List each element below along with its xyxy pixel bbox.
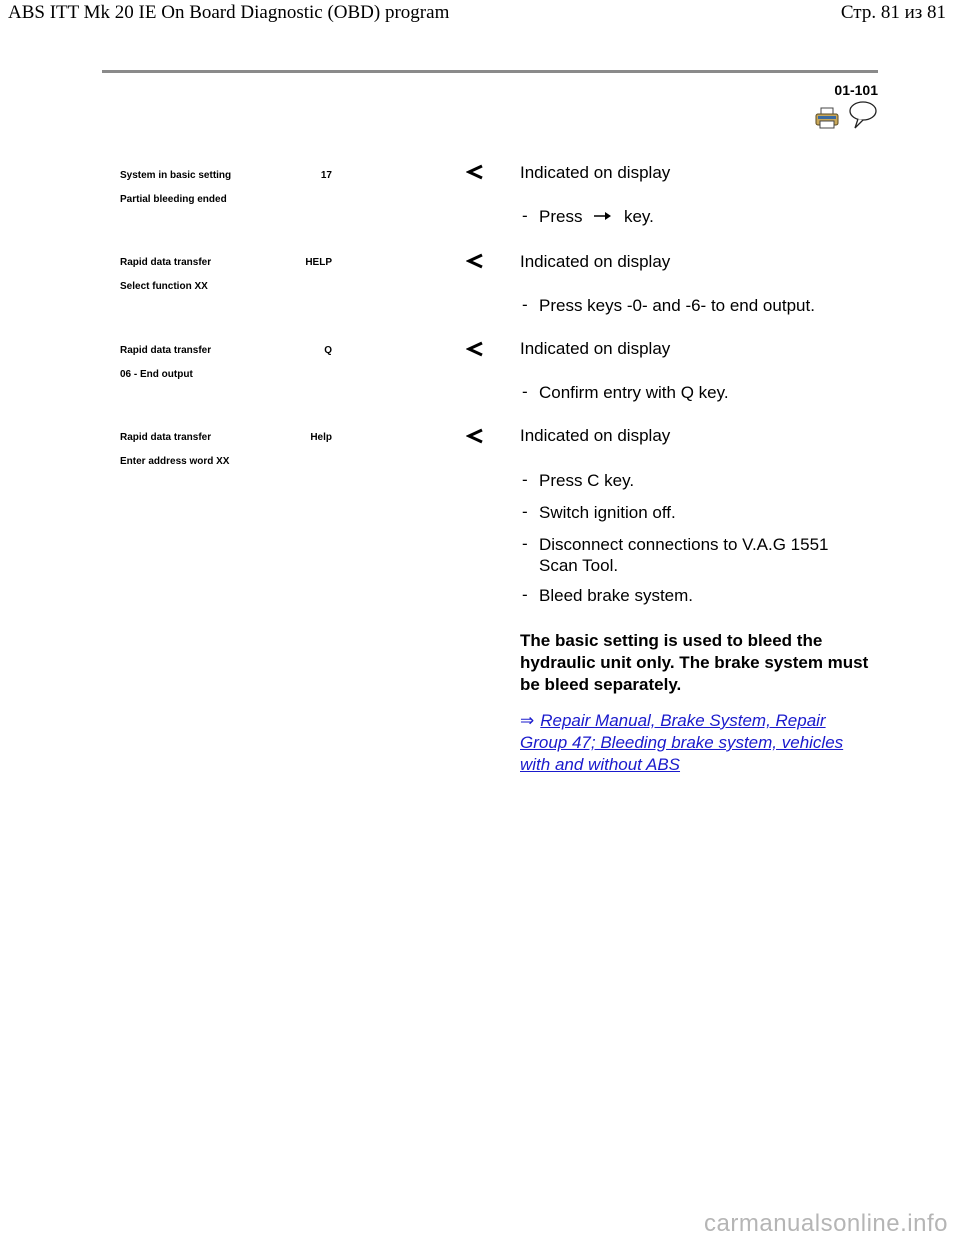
display-value: HELP: [305, 257, 332, 268]
step-text: Press C key.: [539, 471, 635, 490]
display-line-1: Rapid data transfer: [120, 432, 212, 443]
display-block-2: [120, 257, 332, 292]
indicated-text: Indicated on display: [520, 339, 671, 358]
link-text[interactable]: Repair Manual, Brake System, Repair Group 47; Bleeding brake system, vehicles with and without ABS: [520, 711, 844, 774]
step-text: [539, 206, 654, 227]
display-line-2: Partial bleeding ended: [120, 194, 227, 205]
indicated-text: Indicated on display: [520, 252, 671, 271]
step-dash: -: [522, 585, 528, 604]
step-dash: -: [522, 206, 528, 225]
note-text: The basic setting is used to bleed the hydraulic unit only. The brake system must be bleed separately.: [520, 631, 869, 694]
display-line-1: Rapid data transfer: [120, 345, 212, 356]
step-text-before: Press: [539, 207, 583, 226]
indicated-text: Indicated on display: [520, 163, 671, 182]
speech-bubble-icon[interactable]: [848, 100, 878, 130]
display-block-1: [120, 170, 332, 205]
page-number: 01-101: [834, 82, 878, 98]
display-value: Q: [324, 345, 332, 356]
display-line-1: System in basic setting: [120, 170, 232, 181]
step-dash: -: [522, 534, 528, 553]
step-ignition-off: [522, 502, 676, 523]
step-text-after: key.: [623, 207, 654, 226]
step-press-key: [522, 206, 654, 227]
display-line-2: Select function XX: [120, 281, 208, 292]
step-bleed-brakes: [522, 585, 693, 606]
step-text: Confirm entry with Q key.: [539, 383, 729, 402]
link-arrow-icon: ⇒: [520, 711, 535, 730]
step-end-output: [522, 295, 815, 316]
display-block-3: [120, 345, 332, 380]
step-disconnect: [522, 534, 862, 576]
printer-icon[interactable]: [815, 107, 839, 129]
display-arrow-icon: [466, 164, 484, 180]
display-line-2: 06 - End output: [120, 369, 193, 380]
right-arrow-icon: [593, 210, 613, 222]
step-text: Switch ignition off.: [539, 503, 676, 522]
step-confirm-entry: [522, 382, 729, 403]
repair-manual-link[interactable]: [520, 710, 870, 776]
step-text: Bleed brake system.: [539, 586, 694, 605]
step-text: Disconnect connections to V.A.G 1551 Scan Tool.: [539, 535, 829, 575]
display-line-1: Rapid data transfer: [120, 257, 212, 268]
indicated-text: Indicated on display: [520, 426, 671, 445]
step-press-c: [522, 470, 634, 491]
watermark: carmanualsonline.info: [704, 1210, 948, 1237]
display-arrow-icon: [466, 253, 484, 269]
header-rule: [102, 70, 878, 73]
step-dash: -: [522, 382, 528, 401]
page-counter: Стр. 81 из 81: [840, 2, 946, 23]
display-block-4: [120, 432, 332, 467]
document-title: ABS ITT Mk 20 IE On Board Diagnostic (OBD) program: [8, 2, 450, 23]
step-dash: -: [522, 295, 528, 314]
display-value: 17: [320, 170, 332, 181]
display-line-2: Enter address word XX: [120, 456, 230, 467]
step-dash: -: [522, 470, 528, 489]
display-arrow-icon: [466, 341, 484, 357]
step-text: Press keys -0- and -6- to end output.: [539, 296, 815, 315]
display-arrow-icon: [466, 428, 484, 444]
step-dash: -: [522, 502, 528, 521]
display-value: Help: [310, 432, 332, 443]
